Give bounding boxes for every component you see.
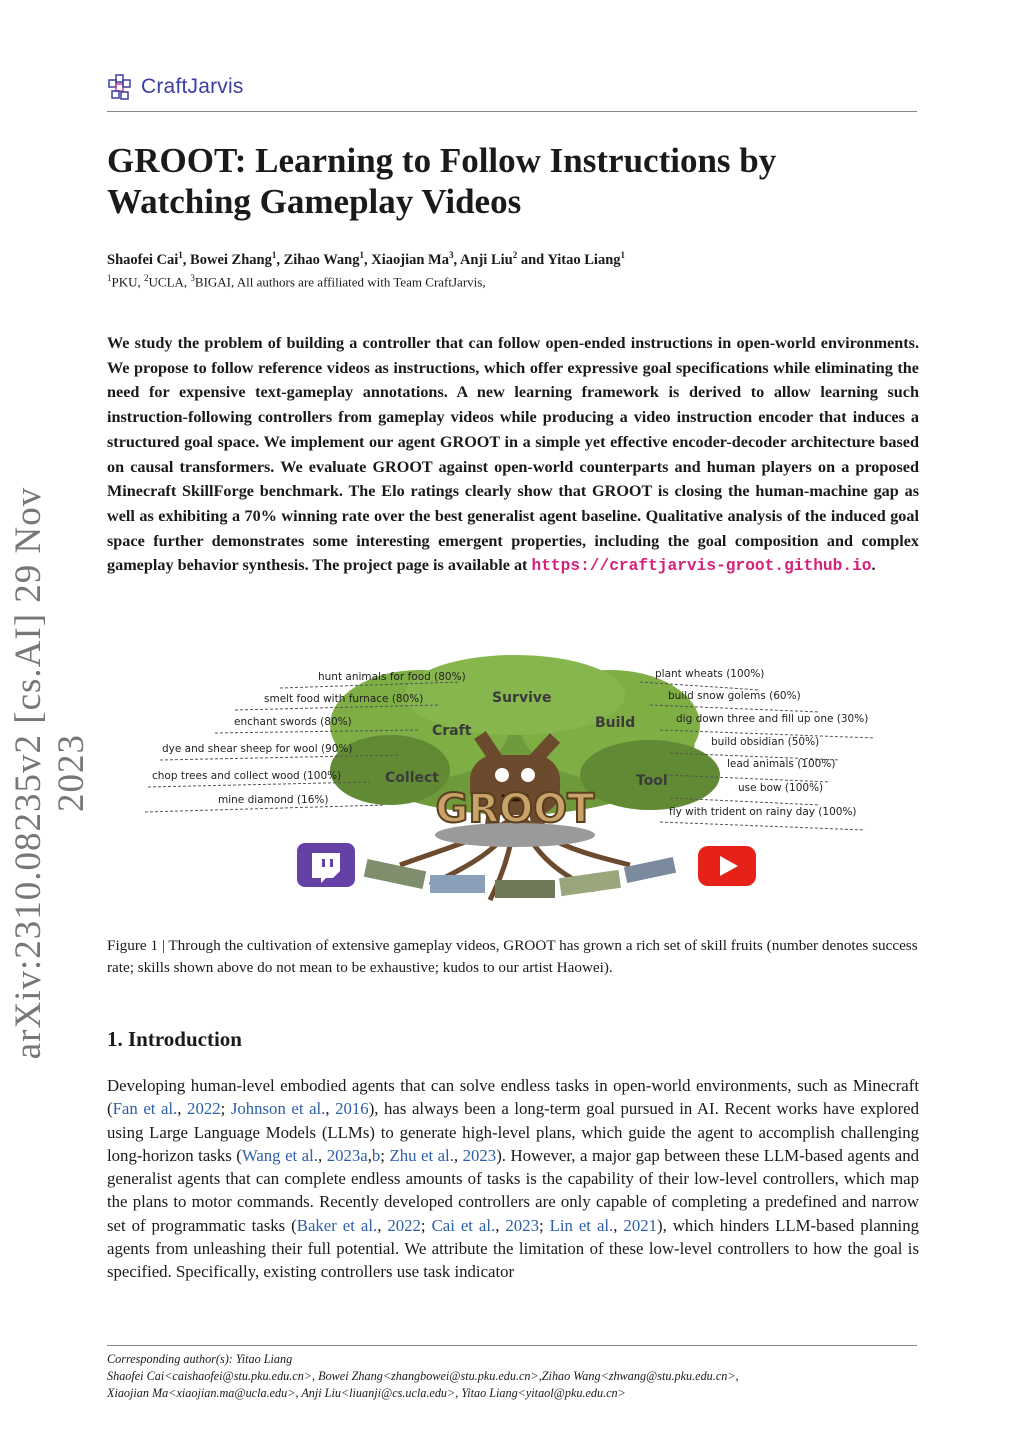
affiliation-mark: 2	[144, 273, 149, 283]
intro-paragraph	[107, 1074, 919, 1284]
branch-build: Build	[595, 715, 636, 731]
intro-text: ,	[495, 1215, 506, 1235]
citation-link[interactable]: Fan et al.	[112, 1099, 178, 1119]
author-affiliation-mark: 1	[359, 250, 364, 260]
author-list	[107, 250, 917, 269]
footnote	[107, 1351, 919, 1402]
craftjarvis-logo-icon	[107, 72, 137, 102]
skill-label-left: mine diamond (16%)	[218, 794, 329, 806]
intro-text: Developing human-level embodied agents that can solve endless tasks in open-world environments, such as Minecraft (	[107, 1076, 919, 1119]
intro-text: ), has always been a long-term goal pursued in AI. Recent works have explored using Large Language Models (LLMs) to generate high-level plans, which guide the agent to accomplish challenging long-horizon tasks (	[107, 1099, 919, 1165]
project-page-link[interactable]: https://craftjarvis-groot.github.io	[531, 557, 872, 576]
citation-year-link[interactable]: 2023a	[326, 1145, 368, 1165]
skill-label-right: lead animals (100%)	[727, 758, 836, 770]
author-name: Shaofei Cai	[107, 251, 179, 268]
craftjarvis-logo	[107, 72, 244, 102]
skill-label-right: fly with trident on rainy day (100%)	[669, 806, 857, 818]
intro-text: ,	[325, 1099, 336, 1119]
author-affiliation-mark: 1	[178, 250, 183, 260]
footnote-divider	[107, 1345, 917, 1346]
header-divider	[107, 111, 917, 112]
affiliation-text: PKU,	[111, 274, 145, 290]
affiliation-mark: 1	[107, 273, 112, 283]
intro-text: ;	[538, 1215, 550, 1235]
citation-link[interactable]: Wang et al.	[241, 1145, 318, 1165]
intro-text: ,	[613, 1215, 624, 1235]
affiliations	[107, 273, 917, 290]
intro-text: ,	[453, 1145, 463, 1165]
citation-year-link[interactable]: b	[371, 1145, 381, 1165]
branch-survive: Survive	[492, 690, 552, 706]
skill-label-right: use bow (100%)	[738, 782, 824, 794]
intro-text: ,	[377, 1215, 388, 1235]
skill-label-left: smelt food with furnace (80%)	[264, 693, 424, 705]
citation-link[interactable]: Baker et al.	[296, 1215, 378, 1235]
affiliation-mark: 3	[190, 273, 195, 283]
author-separator: ,	[276, 251, 284, 268]
author-affiliation-mark: 2	[512, 250, 518, 260]
corresponding-author: Corresponding author(s): Yitao Liang	[107, 1352, 293, 1366]
author-affiliation-mark: 1	[271, 250, 277, 260]
author-separator: ,	[453, 251, 460, 268]
logo-text: CraftJarvis	[141, 75, 244, 98]
author-emails-line-1: Shaofei Cai<caishaofei@stu.pku.edu.cn>, Bowei Zhang<zhangbowei@stu.pku.edu.cn>,Zihao Wang<zhwang@stu.pku.edu.cn>,	[107, 1369, 739, 1383]
citation-year-link[interactable]: 2022	[387, 1215, 421, 1235]
author-name: Bowei Zhang	[190, 251, 272, 268]
intro-text: ), which hinders LLM-based planning agents from unleashing their full potential. We attribute the limitation of these low-level controllers to how the goal is specified. Specifically, existing controllers use task indicator	[107, 1215, 919, 1282]
author-emails-line-2: Xiaojian Ma<xiaojian.ma@ucla.edu>, Anji Liu<liuanji@cs.ucla.edu>, Yitao Liang<yitaol@pku.edu.cn>	[107, 1386, 626, 1400]
citation-year-link[interactable]: 2016	[335, 1099, 369, 1119]
twitch-icon	[297, 843, 355, 887]
citation-link[interactable]: Cai et al.	[431, 1215, 496, 1235]
branch-collect: Collect	[385, 770, 439, 786]
intro-text: ,	[317, 1145, 327, 1165]
skill-label-right: dig down three and fill up one (30%)	[676, 713, 869, 725]
affiliation-text: UCLA,	[148, 274, 191, 290]
citation-link[interactable]: Johnson et al.	[230, 1099, 326, 1119]
abstract-end: .	[871, 556, 876, 575]
author-affiliation-mark: 1	[620, 250, 626, 260]
author-name: Anji Liu	[459, 251, 513, 268]
groot-wordmark: GROOT	[435, 786, 595, 832]
tree-eye-right	[521, 768, 535, 782]
arxiv-sidebar-id: arXiv:2310.08235v2 [cs.AI] 29 Nov 2023	[8, 486, 92, 1060]
author-affiliation-mark: 3	[448, 250, 454, 260]
figure-caption: Figure 1 | Through the cultivation of extensive gameplay videos, GROOT has grown a rich set of skill fruits (number denotes success rate; skills shown above do not mean to be exhaustive; kudos to our artist Haowei).	[107, 937, 918, 976]
author-and: and	[517, 251, 548, 268]
title-line-2: Watching Gameplay Videos	[107, 182, 522, 221]
groot-tree-figure	[140, 650, 890, 910]
citation-year-link[interactable]: 2021	[623, 1215, 657, 1235]
branch-craft: Craft	[432, 723, 472, 739]
author-name: Yitao Liang	[547, 251, 621, 268]
skill-label-right: build snow golems (60%)	[668, 690, 801, 702]
skill-label-right: build obsidian (50%)	[711, 736, 820, 748]
skill-label-right: plant wheats (100%)	[655, 668, 765, 680]
intro-text: ;	[380, 1145, 390, 1165]
intro-text: ;	[420, 1215, 432, 1235]
title-line-1: GROOT: Learning to Follow Instructions by	[107, 141, 777, 180]
youtube-icon	[698, 846, 756, 886]
author-name: Zihao Wang	[283, 251, 360, 268]
section-heading: 1. Introduction	[107, 1027, 242, 1051]
skill-label-left: hunt animals for food (80%)	[318, 671, 466, 683]
abstract-text: We study the problem of building a controller that can follow open-ended instructions in open-world environments. We propose to follow reference videos as instructions, which offer expressive goal specifications while eliminating the need for expensive text-gameplay annotations. A new learning framework is derived to allow learning such instruction-following controllers from gameplay videos while producing a video instruction encoder that induces a structured goal space. We implement our agent GROOT in a simple yet effective encoder-decoder architecture based on causal transformers. We evaluate GROOT against open-world counterparts and human players on a proposed Minecraft SkillForge benchmark. The Elo ratings clearly show that GROOT is closing the human-machine gap as well as exhibiting a 70% winning rate over the best generalist agent baseline. Qualitative analysis of the induced goal space further demonstrates some interesting emergent properties, including the goal composition and complex gameplay behavior synthesis. The project page is available at	[107, 334, 919, 575]
author-separator: ,	[364, 251, 372, 268]
intro-text: ,	[367, 1145, 372, 1165]
tree-eye-left	[495, 768, 509, 782]
author-separator: ,	[182, 251, 191, 268]
citation-year-link[interactable]: 2023	[505, 1215, 539, 1235]
intro-text: ). However, a major gap between these LLM-based agents and generalist agents that can complete endless amounts of tasks is the capability of their low-level controllers, which map the plans to motor commands. Recently developed controllers are only capable of completing a predefined and narrow set of programmatic tasks (	[107, 1145, 920, 1235]
skill-label-left: dye and shear sheep for wool (90%)	[162, 743, 353, 755]
skill-label-left: chop trees and collect wood (100%)	[152, 770, 342, 782]
citation-year-link[interactable]: 2022	[187, 1099, 221, 1119]
intro-text: ;	[220, 1099, 231, 1119]
citation-link[interactable]: Zhu et al.	[389, 1145, 454, 1165]
skill-label-left: enchant swords (80%)	[234, 716, 352, 728]
abstract	[107, 331, 919, 579]
author-name: Xiaojian Ma	[371, 251, 449, 268]
paper-title	[107, 140, 917, 222]
citation-link[interactable]: Lin et al.	[549, 1215, 614, 1235]
intro-text: ,	[177, 1099, 188, 1119]
affiliation-text: BIGAI, All authors are affiliated with Team CraftJarvis,	[194, 274, 486, 290]
citation-year-link[interactable]: 2023	[462, 1145, 497, 1165]
branch-tool: Tool	[636, 773, 668, 789]
